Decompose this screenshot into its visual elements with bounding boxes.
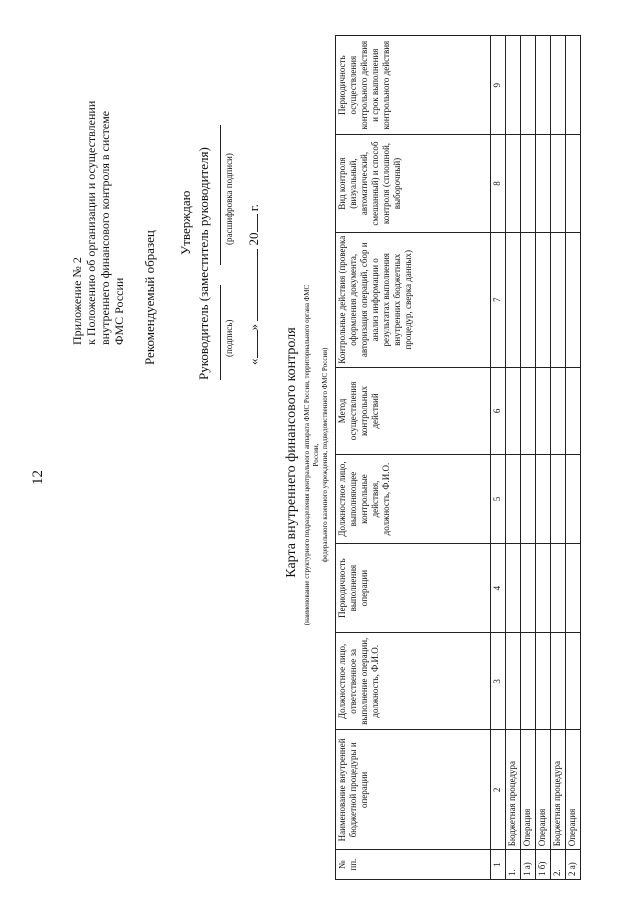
table-row — [566, 36, 581, 880]
table-row — [536, 36, 551, 880]
row-number: 1 а) — [521, 850, 536, 880]
row-name: Бюджетная процедура — [551, 730, 566, 850]
sample-label: Рекомендуемый образец — [142, 230, 157, 365]
row-number: 2 а) — [566, 850, 581, 880]
column-number: 8 — [491, 135, 506, 232]
date-row — [246, 204, 262, 365]
column-number: 3 — [491, 633, 506, 730]
row-name: Операция — [536, 730, 551, 850]
header-cell: Периодичность осуществления контрольного действия и срок выполнения контрольного действия — [336, 36, 491, 135]
row-number: 1. — [506, 850, 521, 880]
row-number: 1 б) — [536, 850, 551, 880]
header-cell: Контрольные действия (проверка оформления документа, авторизация операций, сбор и анализ информации о результатах выполнения внутренних бюджетных процедур, сверка данных) — [336, 232, 491, 367]
column-number: 6 — [491, 367, 506, 454]
row-number: 2. — [551, 850, 566, 880]
approve-heading: Утверждаю — [178, 190, 193, 255]
appendix-note — [70, 65, 126, 345]
subtitle-line-2: федерального казенного учреждения, подведомственного ФМС России) — [321, 347, 329, 563]
appendix-line-1: Приложение № 2 — [70, 257, 84, 345]
column-number: 9 — [491, 36, 506, 135]
signature-line — [220, 285, 221, 380]
header-cell: Должностное лицо, ответственное за выполнение операции, должность, Ф.И.О. — [336, 633, 491, 730]
row-name: Операция — [566, 730, 581, 850]
table-header-row — [336, 36, 491, 880]
header-cell: Должностное лицо, выполняющее контрольные действия, должность, Ф.И.О. — [336, 454, 491, 543]
appendix-line-2: к Положению об организации и осуществлении — [84, 100, 98, 345]
column-number: 2 — [491, 730, 506, 850]
quote-open: « — [246, 358, 261, 365]
appendix-line-4: ФМС России — [112, 277, 126, 345]
appendix-line-3: внутреннего финансового контроля в системе — [98, 110, 112, 345]
decode-line — [220, 125, 221, 265]
header-cell: Периодичность выполнения операции — [336, 544, 491, 633]
column-number: 5 — [491, 454, 506, 543]
approver-title: Руководитель (заместитель руководителя) — [196, 147, 211, 380]
column-number: 4 — [491, 544, 506, 633]
year-suffix: г. — [246, 204, 261, 212]
column-number-row — [491, 36, 506, 880]
row-name: Операция — [521, 730, 536, 850]
subtitle-caption — [303, 275, 330, 635]
decode-caption: (расшифровка подписи) — [224, 153, 234, 245]
control-card-table — [335, 35, 581, 880]
quote-close: » — [246, 324, 261, 331]
header-cell: Наименование внутренней бюджетной процедуры и операции — [336, 730, 491, 850]
subtitle-line-1: (наименование структурного подразделения центрального аппарата ФМС России, территориального органа ФМС России, — [303, 284, 320, 626]
page-number: 12 — [30, 470, 46, 485]
column-number: 1 — [491, 850, 506, 880]
header-cell: Метод осуществления контрольных действий — [336, 367, 491, 454]
document-title: Карта внутреннего финансового контроля — [284, 327, 299, 578]
signature-caption: (подпись) — [224, 319, 234, 357]
table-row — [506, 36, 521, 880]
header-cell: № пп. — [336, 850, 491, 880]
column-number: 7 — [491, 232, 506, 367]
year-prefix: 20 — [246, 232, 261, 246]
row-name: Бюджетная процедура — [506, 730, 521, 850]
table-row — [551, 36, 566, 880]
header-cell: Вид контроля (визуальный, автоматический, смешанный) и способ контроля (сплошной, выборочный) — [336, 135, 491, 232]
table-row — [521, 36, 536, 880]
